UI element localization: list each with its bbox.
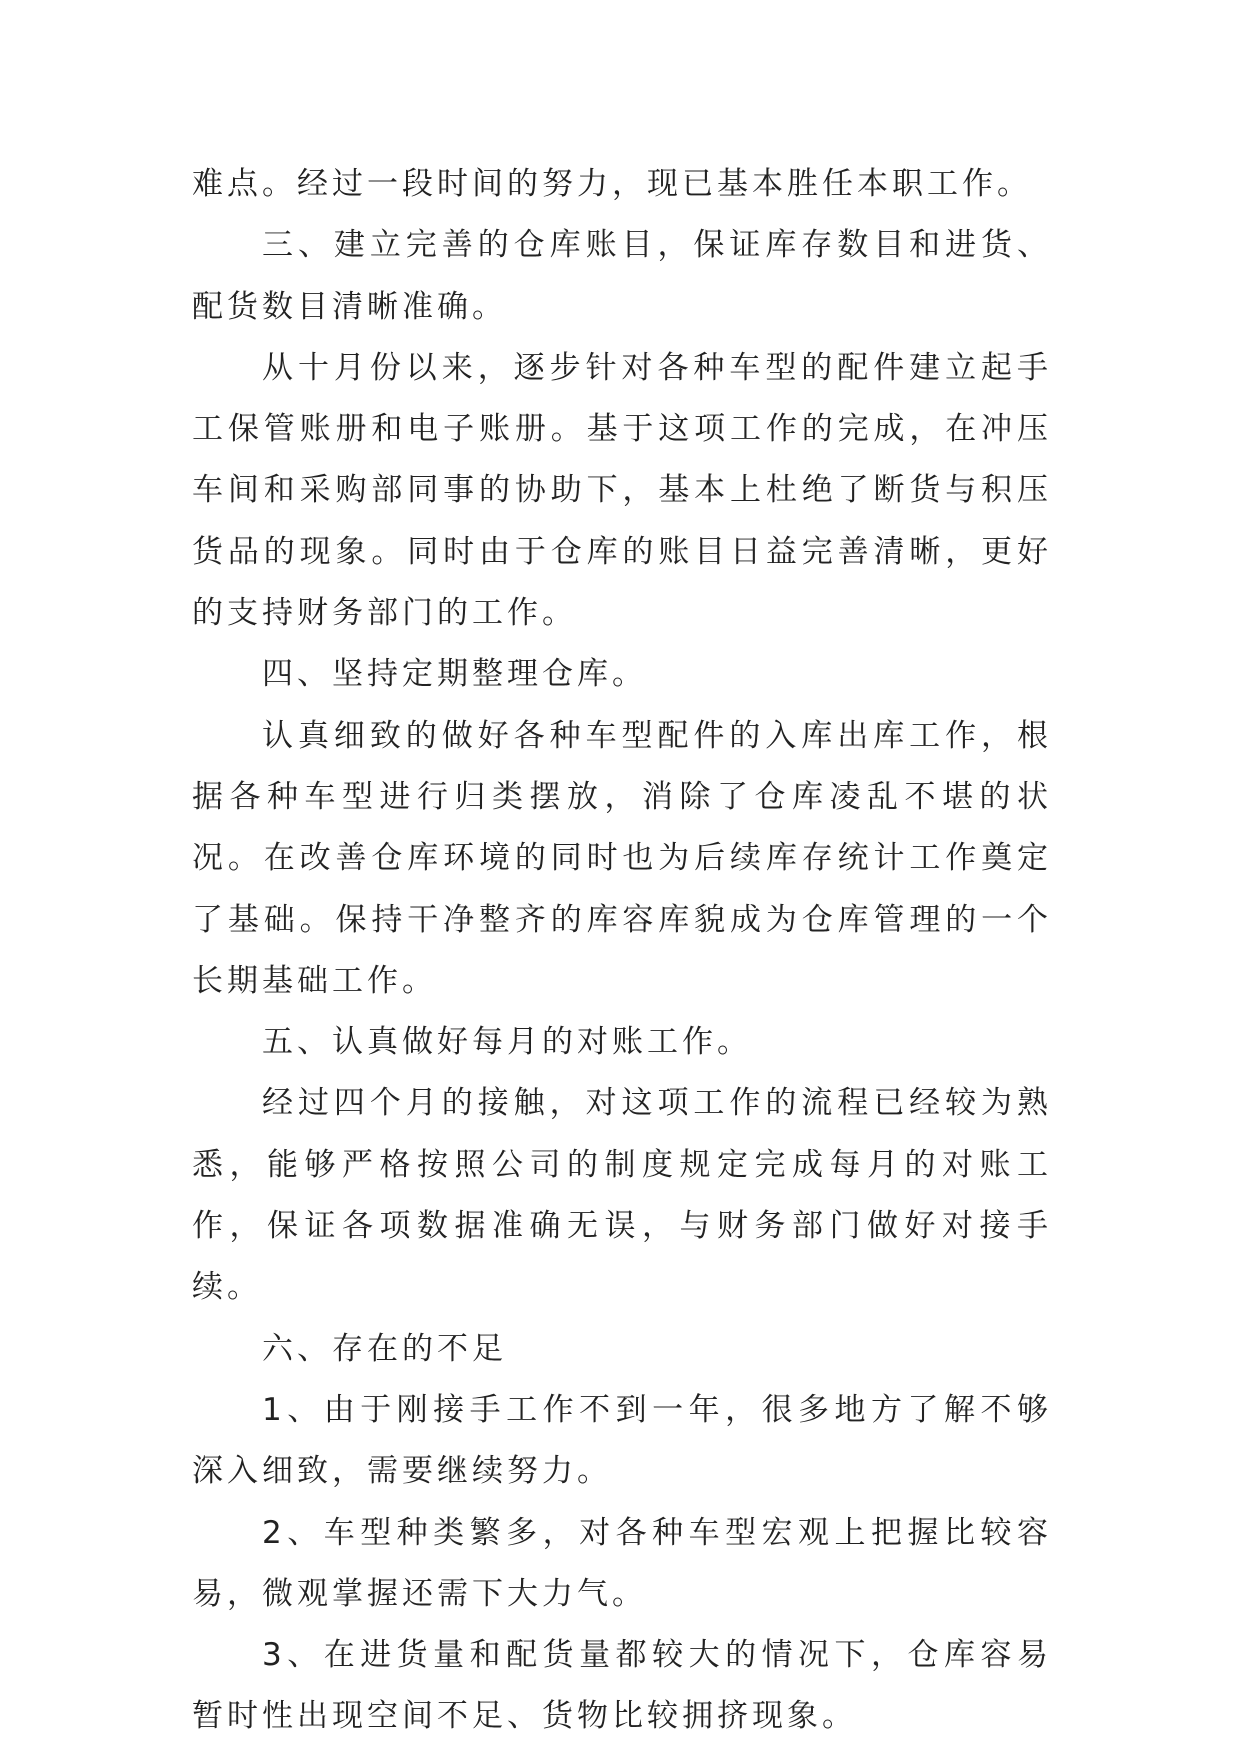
paragraph-reconciliation: 经过四个月的接触，对这项工作的流程已经较为熟悉，能够严格按照公司的制度规定完成每月的对账工作，保证各项数据准确无误，与财务部门做好对接手续。 xyxy=(192,1085,1052,1306)
paragraph-continuation: 难点。经过一段时间的努力，现已基本胜任本职工作。 xyxy=(192,166,1032,202)
list-item-3: 3、在进货量和配货量都较大的情况下，仓库容易暂时性出现空间不足、货物比较拥挤现象。 xyxy=(192,1637,1052,1735)
section-heading-4: 四、坚持定期整理仓库。 xyxy=(262,656,647,693)
section-heading-3: 三、建立完善的仓库账目，保证库存数目和进货、配货数目清晰准确。 xyxy=(192,227,1052,325)
paragraph-warehouse-organizing: 认真细致的做好各种车型配件的入库出库工作，根据各种车型进行归类摆放，消除了仓库凌乱不堪的状况。在改善仓库环境的同时也为后续库存统计工作奠定了基础。保持干净整齐的库容库貌成为仓库管理的一个长期基础工作。 xyxy=(192,717,1052,999)
list-item-1: 1、由于刚接手工作不到一年，很多地方了解不够深入细致，需要继续努力。 xyxy=(192,1391,1052,1490)
paragraph-ledger: 从十月份以来，逐步针对各种车型的配件建立起手工保管账册和电子账册。基于这项工作的完成，在冲压车间和采购部同事的协助下，基本上杜绝了断货与积压货品的现象。同时由于仓库的账目日益完善清晰，更好的支持财务部门的工作。 xyxy=(192,349,1052,632)
list-item-2: 2、车型种类繁多，对各种车型宏观上把握比较容易，微观掌握还需下大力气。 xyxy=(192,1514,1052,1612)
section-heading-5: 五、认真做好每月的对账工作。 xyxy=(262,1024,752,1061)
section-heading-6: 六、存在的不足 xyxy=(262,1330,507,1367)
document-body xyxy=(192,154,1052,1748)
